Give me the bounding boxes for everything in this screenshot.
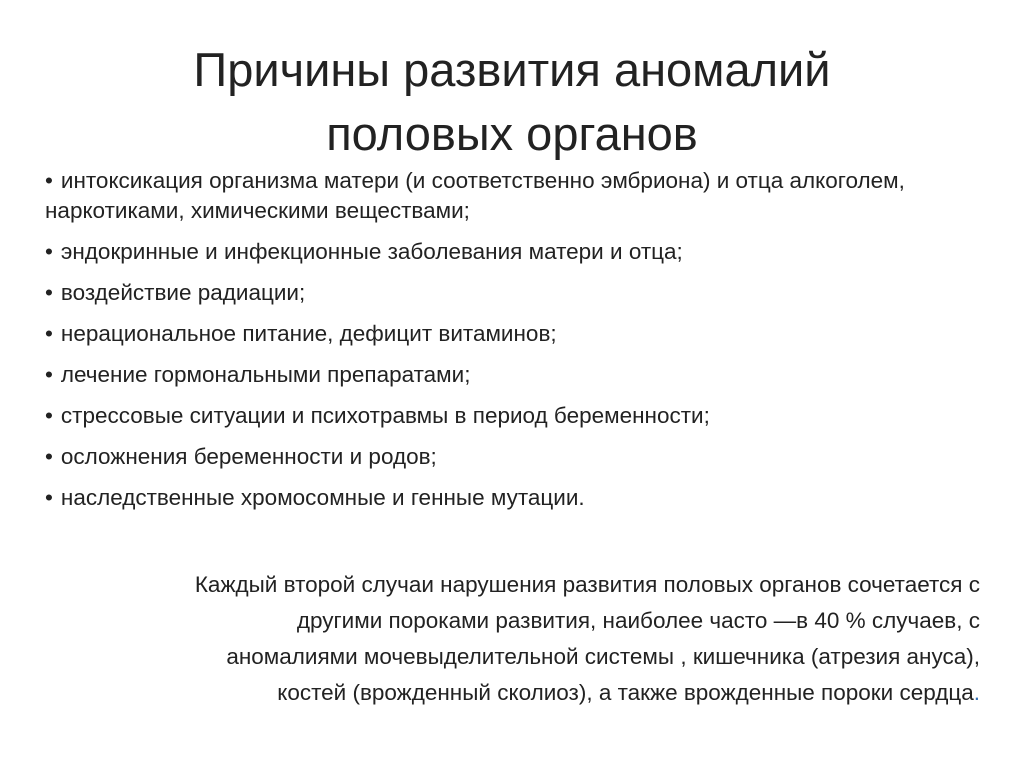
- summary-note-end-mark: .: [973, 680, 980, 705]
- summary-note-line-3: аномалиями мочевыделительной системы , кишечника (атрезия ануса),: [226, 644, 980, 669]
- causes-list: [45, 166, 945, 524]
- cause-item-radiation: • воздействие радиации;: [45, 278, 945, 308]
- summary-note-line-1: Каждый второй случаи нарушения развития половых органов сочетается с: [194, 572, 980, 597]
- cause-item-hormonal-treatment: • лечение гормональными препаратами;: [45, 360, 945, 390]
- slide-title: [0, 38, 1024, 166]
- summary-note-line-2: другими пороками развития, наиболее часто —в 40 % случаев, с: [296, 608, 980, 633]
- summary-note: [60, 567, 980, 711]
- cause-item-stress: • стрессовые ситуации и психотравмы в период беременности;: [45, 401, 945, 431]
- summary-note-line-4: [60, 675, 980, 711]
- slide-title-line-2: половых органов: [326, 107, 698, 160]
- cause-item-intoxication: • интоксикация организма матери (и соответственно эмбриона) и отца алкоголем, наркотиками, химическими веществами;: [45, 166, 945, 226]
- cause-item-endocrine-infection: • эндокринные и инфекционные заболевания матери и отца;: [45, 237, 945, 267]
- cause-item-mutations: • наследственные хромосомные и генные мутации.: [45, 483, 945, 513]
- cause-item-pregnancy-complications: • осложнения беременности и родов;: [45, 442, 945, 472]
- slide-title-line-1: Причины развития аномалий: [193, 43, 831, 96]
- cause-item-nutrition: • нерациональное питание, дефицит витаминов;: [45, 319, 945, 349]
- summary-note-line-4-text: костей (врожденный сколиоз), а также врожденные пороки сердца: [277, 680, 974, 705]
